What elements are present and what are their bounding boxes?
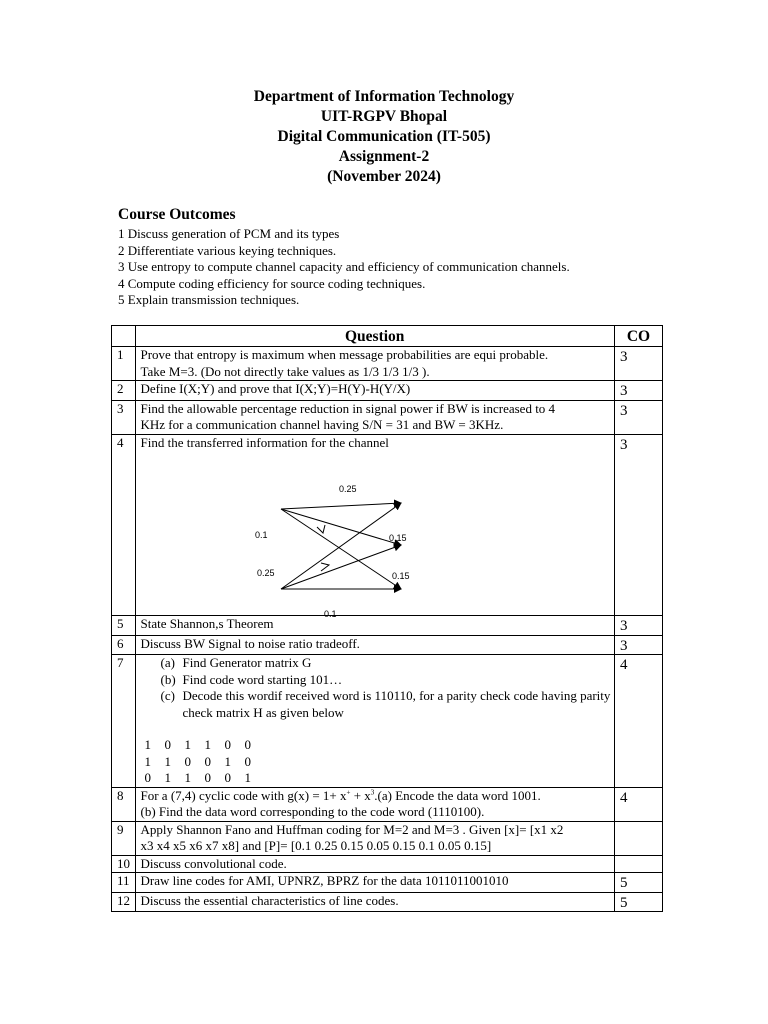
matrix-cell: 0 [204, 753, 211, 769]
table-row [112, 873, 663, 893]
question-co [614, 821, 662, 855]
matrix-cell: 1 [224, 753, 231, 769]
question-line: State Shannon,s Theorem [140, 616, 274, 631]
subquestion [161, 655, 614, 672]
question-text [135, 873, 614, 893]
document-header [0, 87, 768, 187]
matrix-cell: 0 [244, 737, 251, 752]
question-co [614, 855, 662, 873]
header-number [112, 326, 136, 347]
question-line: Draw line codes for AMI, UPNRZ, BPRZ for the data 1011011001010 [140, 873, 509, 888]
table-header-row [112, 326, 663, 347]
question-text [135, 400, 614, 434]
question-number: 1 [112, 347, 136, 381]
question-line: Discuss BW Signal to noise ratio tradeoff. [140, 635, 360, 651]
matrix-cell: 0 [144, 770, 151, 785]
transition-label: 0.15 [388, 533, 407, 543]
question-line: KHz for a communication channel having S/N = 31 and BW = 3KHz. [140, 417, 504, 432]
matrix-cell: 1 [144, 753, 151, 769]
matrix-cell: 1 [164, 770, 171, 785]
question-line: Prove that entropy is maximum when message probabilities are equi probable. [140, 347, 549, 362]
parity-check-matrix [145, 737, 614, 787]
transition-label: 0.15 [391, 571, 410, 581]
question-co: 3 [614, 616, 662, 636]
subquestion-list [141, 655, 614, 721]
table-row [112, 347, 663, 381]
table-row [112, 855, 663, 873]
table-row [112, 434, 663, 616]
subquestion-text: Decode this wordif received word is 110110, for a parity check code having parity check matrix H as given below [182, 688, 611, 720]
question-number: 2 [112, 381, 136, 401]
matrix-cell: 0 [204, 770, 211, 785]
question-number: 7 [112, 655, 136, 788]
question-number: 10 [112, 855, 136, 873]
subquestion [161, 688, 614, 721]
question-text [135, 855, 614, 873]
matrix-cell: 1 [144, 737, 151, 752]
mid-arrow [321, 563, 329, 571]
question-line: Discuss convolutional code. [140, 855, 287, 871]
department-title: Department of Information Technology [253, 88, 515, 105]
table-row [112, 400, 663, 434]
channel-path [281, 545, 401, 589]
question-line: Discuss the essential characteristics of line codes. [140, 892, 399, 908]
matrix-cell: 1 [244, 770, 251, 785]
subquestion-marker: (b) [160, 671, 176, 687]
text-run: For a (7,4) cyclic code with g(x) = 1+ x [140, 787, 347, 803]
matrix-cell: 1 [164, 753, 171, 769]
question-text [135, 347, 614, 381]
subquestion-marker: (a) [160, 655, 175, 670]
matrix-row [145, 770, 614, 787]
matrix-cell: 1 [184, 770, 191, 785]
table-row [112, 381, 663, 401]
question-number: 9 [112, 821, 136, 855]
assignment-title: Assignment-2 [338, 148, 430, 165]
channel-path [281, 503, 401, 589]
matrix-cell: 1 [184, 737, 191, 752]
question-text [135, 434, 614, 619]
course-outcome-item: 4 Compute coding efficiency for source coding techniques. [118, 275, 426, 291]
question-co: 5 [614, 873, 662, 893]
header-co: CO [614, 326, 662, 347]
question-co: 4 [614, 655, 662, 788]
matrix-cell: 1 [204, 737, 211, 752]
question-co: 3 [614, 635, 662, 655]
course-outcome-item: 5 Explain transmission techniques. [118, 292, 300, 307]
channel-path [281, 503, 401, 509]
channel-diagram [241, 461, 411, 619]
table-row [112, 635, 663, 655]
question-text [135, 616, 614, 636]
subquestion-marker: (c) [160, 688, 175, 703]
question-line: (b) Find the data word corresponding to the code word (1110100). [140, 804, 485, 819]
course-outcomes [118, 205, 678, 309]
course-outcome-item: 3 Use entropy to compute channel capacity and efficiency of communication channels. [118, 259, 570, 274]
question-number: 8 [112, 787, 136, 821]
matrix-cell: 0 [224, 770, 231, 785]
question-line [141, 788, 614, 805]
question-line: Take M=3. (Do not directly take values as 1/3 1/3 1/3 ). [140, 363, 430, 379]
question-text [135, 635, 614, 655]
transition-label: 0.1 [254, 530, 268, 540]
table-row [112, 821, 663, 855]
question-co: 3 [614, 381, 662, 401]
table-row [112, 655, 663, 788]
question-co: 5 [614, 892, 662, 912]
channel-path [281, 509, 401, 589]
question-co: 4 [614, 787, 662, 821]
mid-arrow [317, 525, 325, 533]
question-text [135, 655, 614, 788]
question-text [135, 787, 614, 821]
text-run: + x [350, 787, 371, 803]
matrix-cell: 0 [244, 753, 251, 769]
text-run: .(a) Encode the data word 1001. [374, 787, 541, 803]
transition-label: 0.25 [256, 568, 275, 578]
course-title: Digital Communication (IT-505) [277, 128, 491, 145]
question-number: 12 [112, 892, 136, 912]
subquestion-text: Find Generator matrix G [182, 655, 312, 670]
transition-label: 0.1 [323, 609, 337, 619]
questions-table [111, 325, 663, 912]
question-co: 3 [614, 400, 662, 434]
question-number: 5 [112, 616, 136, 636]
question-co: 3 [614, 434, 662, 616]
matrix-cell: 0 [224, 737, 231, 752]
question-number: 11 [112, 873, 136, 893]
question-text [135, 381, 614, 401]
question-line: Apply Shannon Fano and Huffman coding for M=2 and M=3 . Given [x]= [x1 x2 [140, 821, 564, 837]
matrix-row [145, 754, 614, 771]
subquestion-text: Find code word starting 101… [182, 671, 343, 687]
table-row [112, 892, 663, 912]
superscript: 3 [370, 788, 375, 797]
institute-name: UIT-RGPV Bhopal [320, 108, 448, 125]
question-number: 6 [112, 635, 136, 655]
question-line: x3 x4 x5 x6 x7 x8] and [P]= [0.1 0.25 0.15 0.05 0.15 0.1 0.05 0.15] [140, 838, 492, 853]
matrix-cell: 0 [184, 753, 191, 769]
channel-path [281, 509, 401, 545]
course-outcomes-heading: Course Outcomes [118, 206, 236, 223]
transition-label: 0.25 [338, 484, 357, 494]
matrix-cell: 0 [164, 737, 171, 752]
table-row [112, 616, 663, 636]
question-line: Find the allowable percentage reduction in signal power if BW is increased to 4 [140, 400, 556, 416]
superscript: + [346, 788, 351, 797]
subquestion [161, 672, 614, 689]
question-number: 4 [112, 434, 136, 616]
question-number: 3 [112, 400, 136, 434]
matrix-row [145, 737, 614, 754]
question-co: 3 [614, 347, 662, 381]
question-text [135, 821, 614, 855]
question-line: Define I(X;Y) and prove that I(X;Y)=H(Y)-H(Y/X) [140, 381, 411, 396]
assignment-date: (November 2024) [327, 168, 441, 185]
table-row [112, 787, 663, 821]
course-outcome-item: 2 Differentiate various keying techniques. [118, 242, 337, 258]
question-text [135, 892, 614, 912]
question-line: Find the transferred information for the channel [140, 434, 389, 450]
header-question: Question [135, 326, 614, 347]
course-outcome-item: 1 Discuss generation of PCM and its types [118, 226, 340, 241]
